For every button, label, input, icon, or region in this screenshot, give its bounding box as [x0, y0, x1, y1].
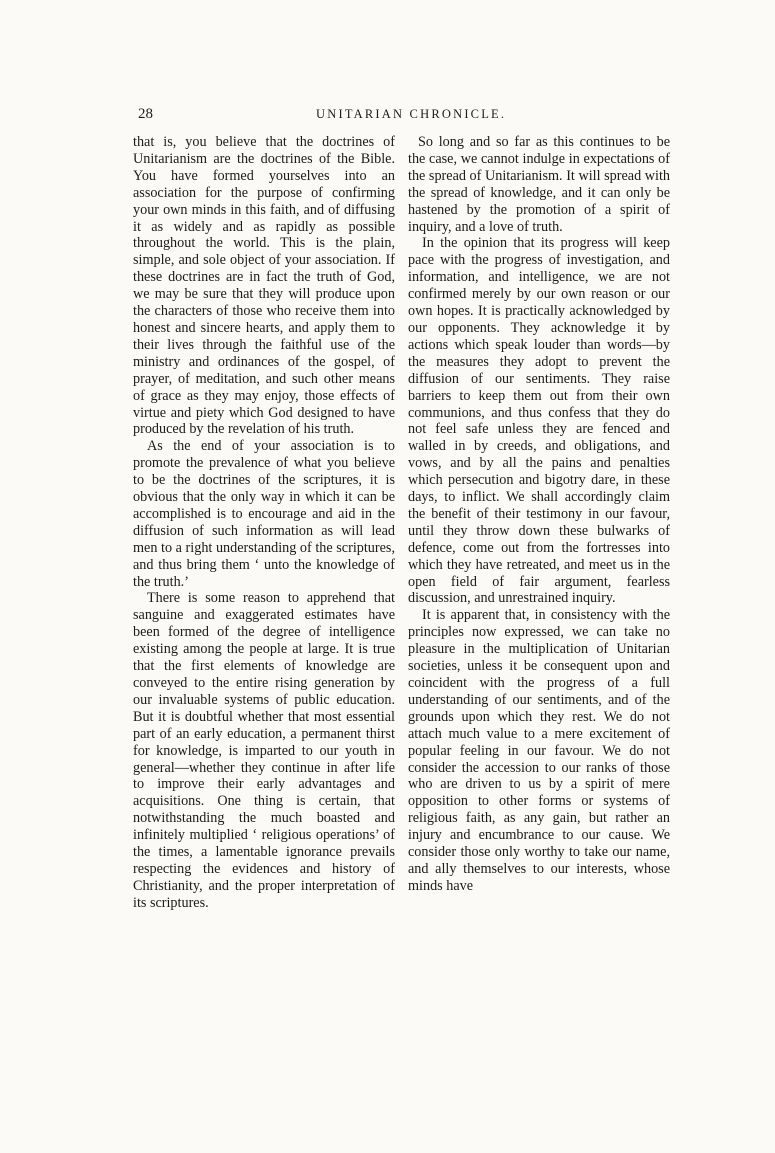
paragraph: In the opinion that its progress will keep pace with the progress of investigation, and information, and intelligence, we are not confirmed merely by our own reason or our own hopes. It is practically acknowledged by our opponents. They acknowledge it by actions which speak louder than words—by the measures they adopt to prevent the diffusion of our sentiments. They raise barriers to keep them out from their own communions, and thus confess that they do not feel safe unless they are fenced and walled in by creeds, and obligations, and vows, and by all the pains and penalties which persecution and bigotry dare, in these days, to inflict. We shall accordingly claim the benefit of their testimony in our favour, until they throw down these bulwarks of defence, come out from the fortresses into which they have retreated, and meet us in the open field of fair argument, fearless discussion, and unrestrained inquiry. [408, 235, 670, 607]
paragraph: There is some reason to apprehend that sanguine and exaggerated estimates have been formed of the degree of intelligence existing among the people at large. It is true that the first elements of knowledge are conveyed to the entire rising generation by our invaluable systems of public education. But it is doubtful whether that most essential part of an early education, a permanent thirst for knowledge, is imparted to our youth in general—whether they continue in after life to improve their early advantages and acquisitions. One thing is certain, that notwithstanding the much boasted and infinitely multiplied ‘ religious operations’ of the times, a lamentable ignorance prevails respecting the evidences and history of Christianity, and the proper interpretation of its scriptures. [133, 590, 395, 911]
paragraph: It is apparent that, in consistency with the principles now expressed, we can take no pleasure in the multiplication of Unitarian societies, unless it be consequent upon and coincident with the progress of a full understanding of our sentiments, and of the grounds upon which they rest. We do not attach much value to a mere excitement of popular feeling in our favour. We do not consider the accession to our ranks of those who are driven to us by a spirit of mere opposition to other forms or systems of religious faith, as any gain, but rather an injury and encumbrance to our cause. We consider those only worthy to take our name, and ally themselves to our interests, whose minds have [408, 607, 670, 894]
paragraph: that is, you believe that the doctrines of Unitarianism are the doctrines of the Bible. You have formed yourselves into an association for the purpose of confirming your own minds in this faith, and of diffusing it as widely and as rapidly as possible throughout the world. This is the plain, simple, and sole object of your association. If these doctrines are in fact the truth of God, we may be sure that they will produce upon the characters of those who receive them into honest and sincere hearts, and apply them to their lives through the faithful use of the ministry and ordinances of the gospel, of prayer, of meditation, and such other means of grace as they may enjoy, those effects of virtue and piety which God designed to have produced by the revelation of his truth. [133, 134, 395, 438]
running-title: UNITARIAN CHRONICLE. [316, 107, 507, 121]
page-number: 28 [138, 106, 153, 122]
right-column [408, 134, 670, 895]
page-header [138, 106, 668, 126]
paragraph: As the end of your association is to promote the prevalence of what you believe to be the doctrines of the scriptures, it is obvious that the only way in which it can be accomplished is to encourage and aid in the diffusion of such information as will lead men to a right understanding of the scriptures, and thus bring them ‘ unto the knowledge of the truth.’ [133, 438, 395, 590]
paragraph: So long and so far as this continues to be the case, we cannot indulge in expectations of the spread of Unitarianism. It will spread with the spread of knowledge, and it can only be hastened by the promotion of a spirit of inquiry, and a love of truth. [408, 134, 670, 235]
left-column [133, 134, 395, 912]
